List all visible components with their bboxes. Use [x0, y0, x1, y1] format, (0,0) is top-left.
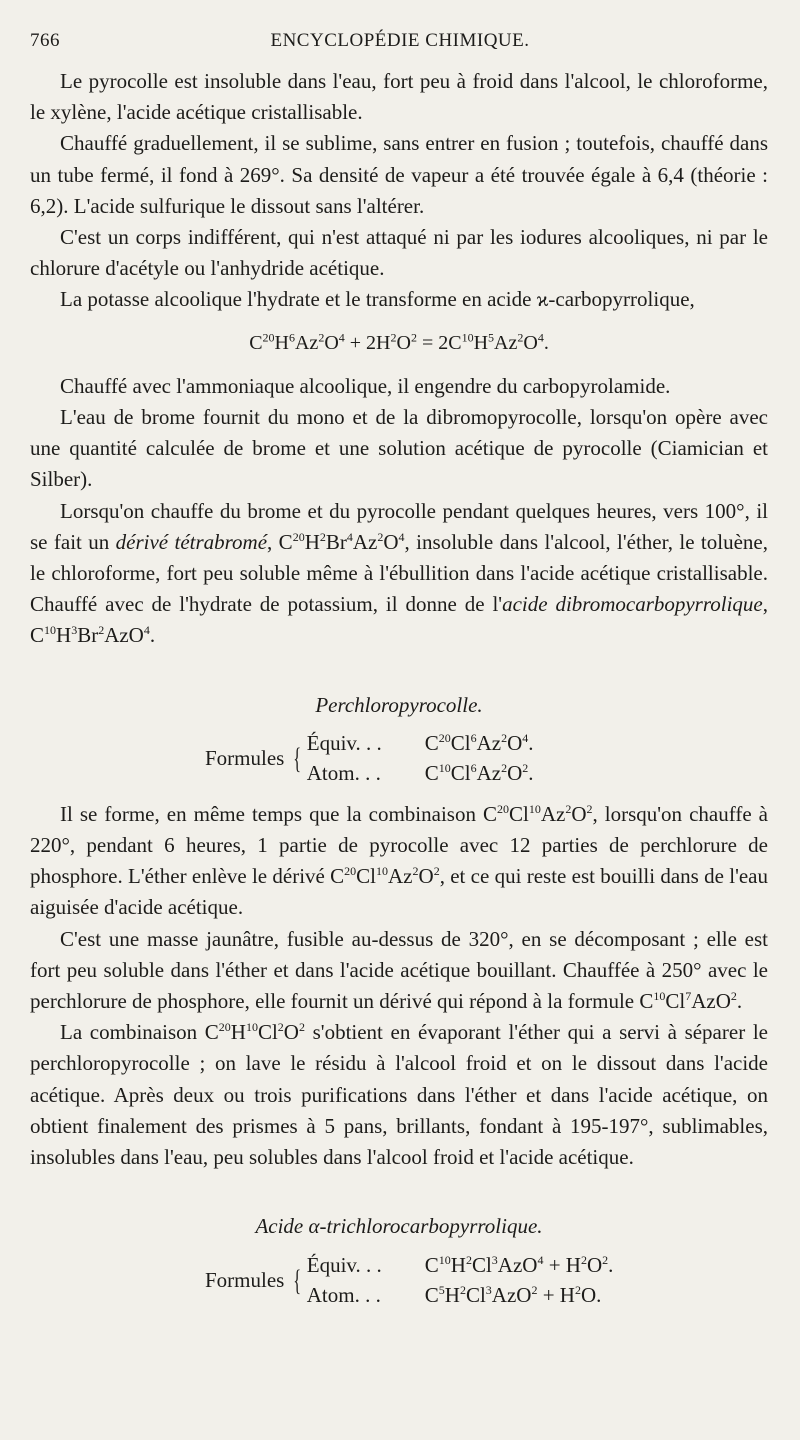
formula-sup: 2 — [580, 1252, 587, 1267]
text-run: , et ce qui reste est bouilli dans de l'eau aiguisée d'acide acétique. — [30, 864, 769, 920]
formula-text: . — [608, 1252, 614, 1277]
text-run: , insoluble dans l'alcool, l'éther, le toluène, le chloroforme, fort peu soluble même à l'ébullition dans l'acide acétique cristallisable. Chauffé avec de l'hydrate de potassium, il donne de l' — [30, 529, 768, 617]
formula-text: H — [444, 1282, 460, 1307]
formula-text: H — [304, 529, 320, 554]
formula-sup: 10 — [653, 989, 666, 1004]
formula-sup: 20 — [344, 864, 357, 879]
eq-sup: 10 — [461, 329, 474, 344]
formula-sup: 20 — [496, 801, 509, 816]
formula-text: H — [450, 1252, 466, 1277]
formula-sup: 4 — [398, 529, 405, 544]
formula — [425, 758, 534, 789]
formula-sup: 2 — [277, 1020, 284, 1035]
page-number: 766 — [30, 30, 60, 51]
eq-sup: 6 — [288, 329, 295, 344]
formula-text: Az — [388, 864, 413, 889]
formula-sup: 2 — [522, 761, 529, 776]
formula-sup: 10 — [438, 761, 451, 776]
eq-text: O — [523, 331, 538, 354]
section-heading: Perchloropyrocolle. — [315, 692, 483, 717]
brace-glyph: { — [293, 1263, 302, 1297]
eq-sup: 2 — [410, 329, 417, 344]
formula-text: AzO — [691, 989, 731, 1014]
formula-sup: 2 — [574, 1282, 581, 1297]
formula-sup: 7 — [685, 989, 692, 1004]
formula-type: Équiv. . . — [306, 1252, 382, 1277]
formula-sup: 10 — [376, 864, 389, 879]
brace-glyph: { — [293, 741, 302, 775]
eq-text: Az — [294, 331, 319, 354]
text-run: s'obtient en évaporant l'éther qui a servi à séparer le perchloropyrocolle ; on lave le résidu à l'alcool froid et on le dissout dans l'acide acétique. Après deux ou trois purifications dans l'éther et dans l'acide acétique, on obtient finalement des prismes à 5 pans, brillants, fondant à 195-197°, sublimables, insolubles dans l'eau, peu solubles dans l'alcool froid et l'acide acétique. — [30, 1020, 768, 1170]
formula-text: Cl — [508, 801, 529, 826]
formula-sup: 6 — [470, 731, 477, 746]
formula-text: Cl — [665, 989, 686, 1014]
formula-type: Atom. . . — [306, 1282, 381, 1307]
formula-sup: 2 — [412, 864, 419, 879]
formula-row — [307, 729, 534, 759]
formula-text: + H — [537, 1282, 575, 1307]
header-title: ENCYCLOPÉDIE CHIMIQUE. — [270, 30, 530, 51]
formula-text: O — [418, 864, 434, 889]
formula-text: Br — [325, 529, 347, 554]
eq-sup: 4 — [338, 329, 345, 344]
formula-sup: 2 — [377, 529, 384, 544]
formula-sup: 2 — [501, 731, 508, 746]
formula-text: + H — [543, 1252, 581, 1277]
formula-text: . — [528, 761, 534, 786]
formula-text: O — [507, 731, 523, 756]
eq-sup: 2 — [517, 329, 524, 344]
formula-text: O — [580, 1282, 597, 1307]
formulas-block — [205, 729, 768, 789]
eq-text: Az — [494, 331, 518, 354]
formula-sup: 4 — [143, 623, 150, 638]
eq-sup: 20 — [262, 329, 275, 344]
formula-sup: 2 — [531, 1282, 538, 1297]
formula — [425, 1250, 614, 1281]
formulas-rows — [307, 729, 534, 789]
formula-row — [307, 759, 534, 789]
formula-sup: 10 — [438, 1252, 451, 1267]
formula-text: O — [586, 1252, 603, 1277]
text-run: Lorsqu'on chauffe du brome et du pyrocolle pendant quelques heures, vers 100°, il se fait un — [30, 498, 768, 554]
text-run: , lorsqu'on chauffe à 220°, pendant 6 heures, 1 partie de pyrocolle avec 12 parties de perchlorure de phosphore. L'éther enlève le dérivé C — [30, 801, 768, 889]
formula-sup: 2 — [565, 801, 572, 816]
eq-sup: 5 — [488, 329, 495, 344]
formulas-label: Formules — [205, 1267, 285, 1292]
formula — [425, 728, 534, 759]
formula-text: Cl — [356, 864, 377, 889]
paragraph: Le pyrocolle est insoluble dans l'eau, fort peu à froid dans l'alcool, le chloroforme, le xylène, l'acide acétique cristallisable. — [30, 69, 768, 125]
formulas-rows — [307, 1251, 614, 1311]
formula-text: Cl — [450, 731, 471, 756]
formula-text: Br — [77, 623, 99, 648]
formula-sup: 2 — [602, 1252, 609, 1267]
formula-text: O — [283, 1020, 299, 1045]
formula-sup: 2 — [298, 1020, 305, 1035]
formula-sup: 20 — [438, 731, 451, 746]
chemical-equation — [30, 328, 768, 359]
paragraph: Chauffé graduellement, il se sublime, sans entrer en fusion ; toutefois, chauffé dans un tube fermé, il fond à 269°. Sa densité de vapeur a été trouvée égale à 6,4 (théorie : 6,2). L'acide sulfurique le dissout sans l'altérer. — [30, 131, 768, 218]
eq-text: C — [249, 331, 263, 354]
italic-term: dérivé tétrabromé — [115, 529, 268, 554]
eq-text: = 2C — [416, 331, 462, 354]
formula-text: . — [528, 731, 534, 756]
formula-text: Az — [476, 731, 502, 756]
formula-sup: 3 — [491, 1252, 498, 1267]
paragraph — [30, 496, 768, 652]
eq-sup: 2 — [390, 329, 397, 344]
formula-text: AzO — [497, 1252, 538, 1277]
paragraph — [30, 924, 768, 1018]
formula-text: . — [596, 1282, 602, 1307]
formula-text: Cl — [257, 1020, 278, 1045]
formula-sup: 5 — [438, 1282, 445, 1297]
paragraph: La potasse alcoolique l'hydrate et le transforme en acide ϰ-carbopyrrolique, — [60, 287, 695, 312]
text-run: La combinaison C — [60, 1020, 219, 1045]
formula-sup: 10 — [44, 623, 57, 638]
body-text — [30, 66, 768, 1321]
formula-text: AzO — [491, 1282, 532, 1307]
formula-sup: 4 — [537, 1252, 544, 1267]
formula-type: Atom. . . — [306, 761, 381, 786]
formula-text: C — [424, 731, 439, 756]
formula-text: , C — [267, 529, 293, 554]
eq-text: H — [274, 331, 289, 354]
formula-row — [307, 1251, 614, 1281]
formula-text: H — [56, 623, 72, 648]
eq-text: + 2H — [344, 331, 391, 354]
formula-sup: 20 — [218, 1020, 231, 1035]
formula-text: AzO — [104, 623, 144, 648]
formula-text: Cl — [465, 1282, 486, 1307]
formula-text: Cl — [471, 1252, 492, 1277]
formula-text: , C — [30, 592, 768, 648]
running-header — [30, 30, 770, 60]
eq-sup: 2 — [318, 329, 325, 344]
formula-text: O — [507, 761, 523, 786]
formula-sup: 2 — [501, 761, 508, 776]
formula-sup: 2 — [98, 623, 105, 638]
formula-text: . — [149, 623, 156, 648]
formula-sup: 2 — [730, 989, 737, 1004]
formula-sup: 3 — [485, 1282, 492, 1297]
formula-text: H — [230, 1020, 246, 1045]
paragraph — [30, 1017, 768, 1173]
formula-sup: 2 — [319, 529, 326, 544]
formulas-label: Formules — [205, 746, 285, 771]
formula-text: C — [424, 1252, 439, 1277]
formula-sup: 3 — [71, 623, 78, 638]
formula-sup: 2 — [459, 1282, 466, 1297]
formula-sup: 2 — [586, 801, 593, 816]
formula-sup: 4 — [522, 731, 529, 746]
formula-sup: 10 — [245, 1020, 258, 1035]
formula-sup: 10 — [528, 801, 541, 816]
formula — [425, 1280, 602, 1311]
formula-text: . — [736, 989, 743, 1014]
formula-text: Az — [352, 529, 378, 554]
formula-text: O — [571, 801, 587, 826]
section-heading: Acide α-trichlorocarbopyrrolique. — [255, 1214, 543, 1239]
formula-text: Az — [476, 761, 502, 786]
formula-text: C — [424, 761, 439, 786]
eq-text: H — [473, 331, 489, 354]
italic-term: acide dibromocarbopyrrolique — [502, 592, 763, 617]
formula-sup: 2 — [433, 864, 440, 879]
formula-text: Az — [540, 801, 566, 826]
paragraph: Chauffé avec l'ammoniaque alcoolique, il engendre du carbopyrolamide. — [60, 373, 671, 398]
text-run: C'est une masse jaunâtre, fusible au-dessus de 320°, en se décomposant ; elle est fort peu soluble dans l'éther et dans l'acide acétique bouillant. Chauffée à 250° avec le perchlorure de phosphore, elle fournit un dérivé qui répond à la formule C — [30, 926, 768, 1014]
formula-text: O — [383, 529, 399, 554]
formula-sup: 6 — [470, 761, 477, 776]
formula-text: C — [424, 1282, 439, 1307]
formula-type: Équiv. . . — [306, 731, 382, 756]
formula-sup: 20 — [292, 529, 305, 544]
text-run: Il se forme, en même temps que la combinaison C — [60, 801, 497, 826]
eq-sup: 4 — [537, 329, 544, 344]
eq-text: . — [543, 331, 549, 354]
paragraph: L'eau de brome fournit du mono et de la dibromopyrocolle, lorsqu'on opère avec une quantité calculée de brome et une solution acétique de pyrocolle (Ciamician et Silber). — [30, 405, 768, 492]
formulas-block — [205, 1251, 768, 1311]
eq-text: O — [396, 331, 411, 354]
formula-sup: 2 — [465, 1252, 472, 1267]
paragraph: C'est un corps indifférent, qui n'est attaqué ni par les iodures alcooliques, ni par le chlorure d'acétyle ou l'anhydride acétique. — [30, 225, 768, 281]
formula-row — [307, 1281, 614, 1311]
formula-sup: 4 — [346, 529, 353, 544]
paragraph — [30, 799, 768, 924]
eq-text: O — [324, 331, 339, 354]
formula-text: Cl — [450, 761, 471, 786]
